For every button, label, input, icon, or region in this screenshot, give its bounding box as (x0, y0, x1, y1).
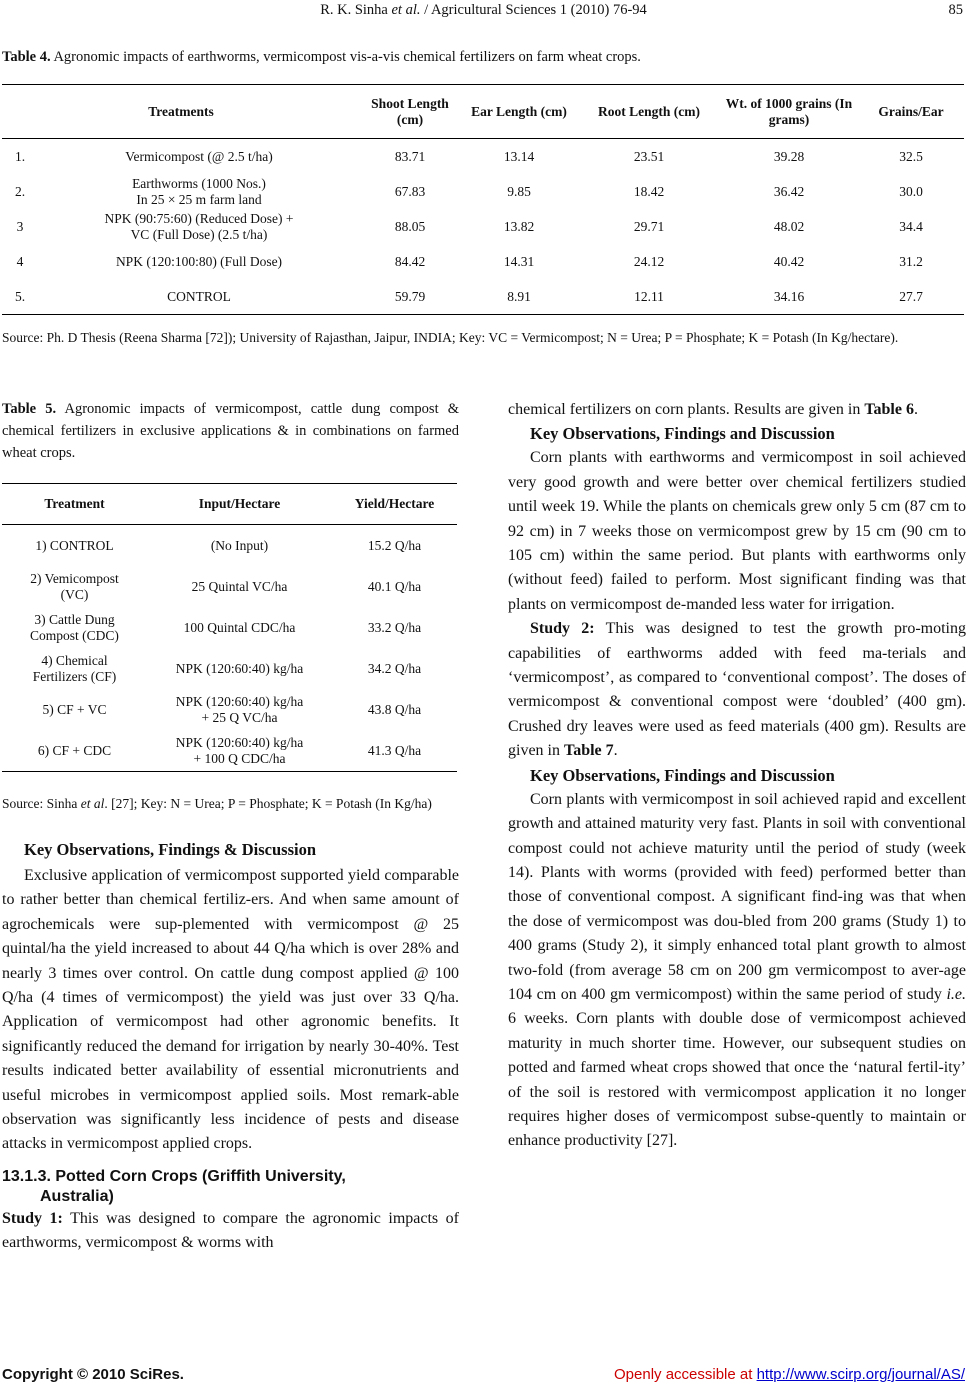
row-number: 1. (14, 148, 26, 164)
treatment-line-2: (VC) (60, 586, 89, 602)
root-cell: 24.12 (633, 253, 665, 269)
treatment-cell (38, 244, 360, 279)
ear-cell: 9.85 (507, 183, 531, 199)
table4-header-weight: Wt. of 1000 grains (In grams) (725, 95, 853, 127)
shoot-cell: 83.71 (394, 148, 426, 164)
section-heading (2, 1167, 459, 1207)
grains-cell: 27.7 (899, 288, 923, 304)
study1-paragraph (2, 1207, 459, 1256)
table-row (2, 607, 457, 648)
treatment-line: 2) Vemicompost (30, 570, 119, 586)
table4-caption (2, 49, 641, 66)
treatment-line-2: Compost (CDC) (30, 627, 119, 643)
table6-reference: Table 6 (864, 401, 914, 418)
yield-cell: 34.2 Q/ha (367, 660, 422, 676)
table5-source-pre: Source: Sinha (2, 796, 81, 811)
running-title-etal: et al. (391, 2, 421, 18)
table5-caption-label: Table 5. (2, 401, 57, 417)
yield-cell: 33.2 Q/ha (367, 619, 422, 635)
treatment-line: CONTROL (167, 288, 231, 304)
input-cell (147, 525, 332, 567)
shoot-cell: 88.05 (394, 218, 426, 234)
treatment-cell (2, 566, 147, 607)
row-number: 5. (14, 288, 26, 304)
yield-cell: 43.8 Q/ha (367, 701, 422, 717)
input-line: NPK (120:60:40) kg/ha (175, 693, 304, 709)
input-line: (No Input) (210, 537, 269, 553)
study2-text: This was designed to test the growth pro-moting capabilities of earthworms added with feed ma-terials and ‘vermicompost’, as compared to ‘conventional compost’. The doses of vermicompost & conventional compost were ‘doubled’ (400 gm). Crushed dry leaves were used as feed materials (400 gm). Results are given in (508, 620, 966, 760)
table4-header-ear: Ear Length (cm) (471, 103, 567, 119)
treatment-line: NPK (120:100:80) (Full Dose) (115, 253, 283, 269)
row-number: 3 (16, 218, 24, 234)
page-footer (0, 1366, 967, 1388)
treatment-cell (2, 607, 147, 648)
treatment-line: 1) CONTROL (35, 537, 114, 553)
access-label: Openly accessible at (614, 1366, 757, 1383)
yield-cell: 40.1 Q/ha (367, 578, 422, 594)
table-row (2, 174, 964, 209)
input-line-2: + 25 Q VC/ha (201, 709, 278, 725)
ear-cell: 8.91 (507, 288, 531, 304)
study1-label: Study 1: (2, 1209, 63, 1227)
table4-header-shoot: Shoot Length (cm) (371, 95, 449, 127)
running-title-authors: R. K. Sinha (320, 2, 392, 18)
shoot-cell: 67.83 (394, 183, 426, 199)
treatment-cell (38, 209, 360, 244)
table4-header-treatments: Treatments (148, 103, 214, 119)
study2-end: . (613, 742, 618, 760)
treatment-line: Earthworms (1000 Nos.) (132, 176, 266, 191)
table-row (2, 244, 964, 279)
weight-cell: 40.42 (773, 253, 805, 269)
table4-caption-label: Table 4. (2, 49, 51, 65)
running-title (0, 2, 967, 19)
treatment-line: 5) CF + VC (42, 701, 107, 717)
table4-header-grains: Grains/Ear (878, 103, 944, 119)
input-line: 25 Quintal VC/ha (191, 578, 288, 594)
copyright-notice: Copyright © 2010 SciRes. (2, 1366, 184, 1383)
table5-header-yield: Yield/Hectare (354, 496, 435, 511)
para1-end: . (913, 401, 918, 418)
root-cell: 12.11 (634, 288, 664, 304)
table-row (2, 279, 964, 315)
root-cell: 18.42 (633, 183, 665, 199)
para3-ie: i.e. (946, 985, 966, 1003)
row-number: 4 (16, 253, 24, 269)
table5-caption (2, 398, 459, 464)
input-cell (147, 689, 332, 730)
grains-cell: 31.2 (899, 253, 923, 269)
table-row (2, 139, 964, 175)
table4-source: Source: Ph. D Thesis (Reena Sharma [72]); University of Rajasthan, Jaipur, INDIA; Key: VC = Vermicompost; N = Urea; P = Phosphate; K = Potash (In Kg/hectare). (2, 330, 899, 345)
table-row (2, 525, 457, 567)
study1-text: This was designed to compare the agronomic impacts of earthworms, vermicompost & worms with (2, 1209, 460, 1252)
ear-cell: 13.82 (503, 218, 535, 234)
page-number: 85 (948, 2, 963, 18)
body-paragraph: Corn plants with earthworms and vermicompost in soil achieved very good growth and were better over chemical fertilizers studied until week 19. While the plants on chemicals grew only 5 cm (87 cm to 92 cm) in 7 weeks those on vermicompost grew by 15 cm (90 cm to 105 cm) within the same period. But plants with earthworms only (without feed) failed to perform. Most significant finding was that plants on vermicompost de-manded less water for irrigation. (508, 449, 966, 613)
table-row (2, 648, 457, 689)
weight-cell: 39.28 (773, 148, 805, 164)
section-subheading: Key Observations, Findings and Discussion (530, 424, 835, 444)
table5-header-input: Input/Hectare (198, 496, 281, 511)
weight-cell: 34.16 (773, 288, 805, 304)
table5-header-treatment: Treatment (44, 496, 105, 511)
treatment-cell (38, 139, 360, 175)
input-cell (147, 566, 332, 607)
input-line: NPK (120:60:40) kg/ha (175, 660, 304, 676)
treatment-line: 3) Cattle Dung (34, 611, 115, 627)
table4-header-root: Root Length (cm) (598, 103, 700, 119)
treatment-line-2: VC (Full Dose) (2.5 t/ha) (130, 226, 268, 242)
ear-cell: 14.31 (503, 253, 535, 269)
input-cell (147, 730, 332, 772)
treatment-line: 6) CF + CDC (37, 742, 112, 758)
treatment-line: NPK (90:75:60) (Reduced Dose) + (104, 211, 294, 226)
body-paragraph: Exclusive application of vermicompost supported yield comparable to rather better than chemical fertiliz-ers. And when same amount of agrochemicals were sup-plemented with vermicompost @ 25 quintal/ha the yield increased to about 44 Q/ha which is over 28% and nearly 3 times over control. On cattle dung compost applied @ 100 Q/ha (4 times of vermicompost) the yield was just over 33 Q/ha. Application of vermicompost had other agronomic benefits. It significantly reduced the demand for irrigation by nearly 30-40%. Test results indicated better availability of essential micronutrients and useful microbes in vermicompost applied soils. Most remark-able observation was significantly less incidence of pests and disease attacks in vermicompost applied crops. (2, 867, 459, 1153)
table5 (2, 483, 457, 772)
table4-header-row (2, 85, 964, 139)
ear-cell: 13.14 (503, 148, 535, 164)
treatment-cell (38, 279, 360, 315)
grains-cell: 34.4 (899, 218, 923, 234)
section-subheading: Key Observations, Findings & Discussion (24, 840, 317, 859)
treatment-line-2: In 25 × 25 m farm land (136, 191, 262, 207)
input-line: NPK (120:60:40) kg/ha (175, 734, 304, 750)
input-line: 100 Quintal CDC/ha (183, 619, 296, 635)
table4 (2, 84, 964, 315)
table7-reference: Table 7 (564, 742, 614, 760)
root-cell: 29.71 (633, 218, 665, 234)
section-subheading: Key Observations, Findings and Discussion (530, 765, 835, 785)
input-cell (147, 607, 332, 648)
shoot-cell: 59.79 (394, 288, 426, 304)
page-header (0, 2, 967, 22)
access-notice (614, 1366, 965, 1383)
grains-cell: 30.0 (899, 183, 923, 199)
journal-link[interactable]: http://www.scirp.org/journal/AS/ (756, 1366, 965, 1383)
table5-source-etal: et al (80, 796, 105, 811)
table5-source-post: . [27]; Key: N = Urea; P = Phosphate; K = Potash (In Kg/ha) (104, 796, 432, 811)
table-row (2, 730, 457, 772)
input-line-2: + 100 Q CDC/ha (193, 750, 286, 766)
table5-header-row (2, 484, 457, 525)
table4-caption-text: Agronomic impacts of earthworms, vermicompost vis-a-vis chemical fertilizers on farm wheat crops. (50, 49, 641, 65)
weight-cell: 48.02 (773, 218, 805, 234)
table-row (2, 566, 457, 607)
body-paragraph (508, 788, 966, 1154)
section-heading-line-2: Australia) (40, 1187, 114, 1205)
shoot-cell: 84.42 (394, 253, 426, 269)
root-cell: 23.51 (633, 148, 665, 164)
table-row (2, 209, 964, 244)
yield-cell: 15.2 Q/ha (367, 537, 422, 553)
treatment-cell (38, 174, 360, 209)
para3-text-end: 6 weeks. Corn plants with double dose of vermicompost achieved maturity in much shorter time. However, our subsequent studies on potted and farmed wheat crops showed that once the ‘natural fertil-ity’ of the soil is restored with vermicompost application it no longer requires higher doses of vermicompost subse-quently to maintain or enhance productivity [27]. (508, 1010, 966, 1150)
section-heading-line-1: 13.1.3. Potted Corn Crops (Griffith University, (2, 1167, 346, 1185)
treatment-cell (2, 689, 147, 730)
row-number: 2. (14, 183, 26, 199)
study2-paragraph (508, 617, 966, 763)
treatment-line: Vermicompost (@ 2.5 t/ha) (125, 148, 273, 164)
table5-caption-text: Agronomic impacts of vermicompost, cattle dung compost & chemical fertilizers in exclusive applications & in combinations on farmed wheat crops. (2, 401, 460, 461)
running-title-journal: / Agricultural Sciences 1 (2010) 76-94 (420, 2, 647, 18)
treatment-cell (2, 648, 147, 689)
weight-cell: 36.42 (773, 183, 805, 199)
study2-label: Study 2: (530, 620, 595, 638)
treatment-line: 4) Chemical (41, 652, 108, 668)
treatment-cell (2, 525, 147, 567)
table-row (2, 689, 457, 730)
left-column (2, 398, 459, 1256)
treatment-line-2: Fertilizers (CF) (32, 668, 117, 684)
yield-cell: 41.3 Q/ha (367, 742, 422, 758)
body-paragraph (508, 398, 966, 422)
para3-text: Corn plants with vermicompost in soil achieved rapid and excellent growth and attained maturity very fast. Plants in soil with conventional compost could not achieve maturity until the period of study (week 14). Plants with worms (provided with feed) performed better than those of conventional compost. A significant find-ing was that when the dose of vermicompost was dou-bled from 200 grams (Study 1) to 400 grams (Study 2), it simply enhanced total plant growth to almost two-fold (from average 58 cm on 200 gm vermicompost to aver-age 104 cm on 400 gm vermicompost) within the same period of study (508, 790, 966, 1003)
grains-cell: 32.5 (899, 148, 923, 164)
treatment-cell (2, 730, 147, 772)
para1-text: chemical fertilizers on corn plants. Results are given in (508, 401, 865, 418)
right-column (508, 398, 966, 1154)
input-cell (147, 648, 332, 689)
table5-source (2, 792, 459, 816)
